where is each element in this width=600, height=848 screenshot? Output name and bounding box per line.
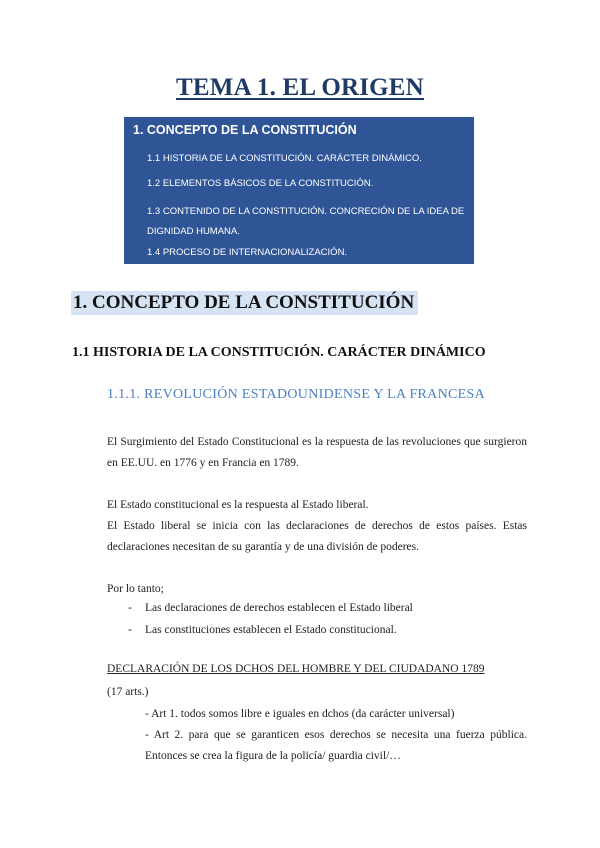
toc-item-1-3: 1.3 CONTENIDO DE LA CONSTITUCIÓN. CONCRECIÓN DE LA IDEA DE DIGNIDAD HUMANA.: [147, 206, 465, 237]
toc-heading: 1. CONCEPTO DE LA CONSTITUCIÓN: [133, 123, 357, 137]
bullet-item-2: Las constituciones establecen el Estado constitucional.: [145, 624, 397, 636]
paragraph-liberal-state: El Estado constitucional es la respuesta al Estado liberal.: [107, 499, 369, 511]
paragraph-declarations: El Estado liberal se inicia con las declaraciones de derechos de estos países. Estas declaraciones necesitan de su garantía y de una división de poderes.: [107, 520, 527, 553]
declaration-article-count: (17 arts.): [107, 686, 149, 698]
toc-item-1-4: 1.4 PROCESO DE INTERNACIONALIZACIÓN.: [147, 247, 348, 258]
table-of-contents: [124, 117, 474, 264]
paragraph-origin: El Surgimiento del Estado Constitucional es la respuesta de las revoluciones que surgieron en EE.UU. en 1776 y en Francia en 1789.: [107, 436, 527, 469]
section-heading-1-1-1: 1.1.1. REVOLUCIÓN ESTADOUNIDENSE Y LA FRANCESA: [107, 387, 485, 402]
toc-item-1-2: 1.2 ELEMENTOS BÁSICOS DE LA CONSTITUCIÓN.: [147, 178, 374, 189]
page-title: TEMA 1. EL ORIGEN: [176, 74, 424, 101]
article-1: - Art 1. todos somos libre e iguales en dchos (da carácter universal): [145, 708, 455, 720]
bullet-item-1: Las declaraciones de derechos establecen el Estado liberal: [145, 602, 413, 614]
declaration-title: DECLARACIÓN DE LOS DCHOS DEL HOMBRE Y DEL CIUDADANO 1789: [107, 663, 485, 675]
paragraph-therefore: Por lo tanto;: [107, 583, 164, 595]
section-heading-1-1: 1.1 HISTORIA DE LA CONSTITUCIÓN. CARÁCTER DINÁMICO: [72, 345, 486, 360]
article-2: - Art 2. para que se garanticen esos derechos se necesita una fuerza pública. Entonces se crea la figura de la policía/ guardia civil/…: [145, 729, 527, 762]
bullet-dash: -: [128, 602, 132, 614]
section-heading-1: 1. CONCEPTO DE LA CONSTITUCIÓN: [71, 291, 418, 315]
toc-item-1-1: 1.1 HISTORIA DE LA CONSTITUCIÓN. CARÁCTER DINÁMICO.: [147, 153, 422, 164]
bullet-dash: -: [128, 624, 132, 636]
